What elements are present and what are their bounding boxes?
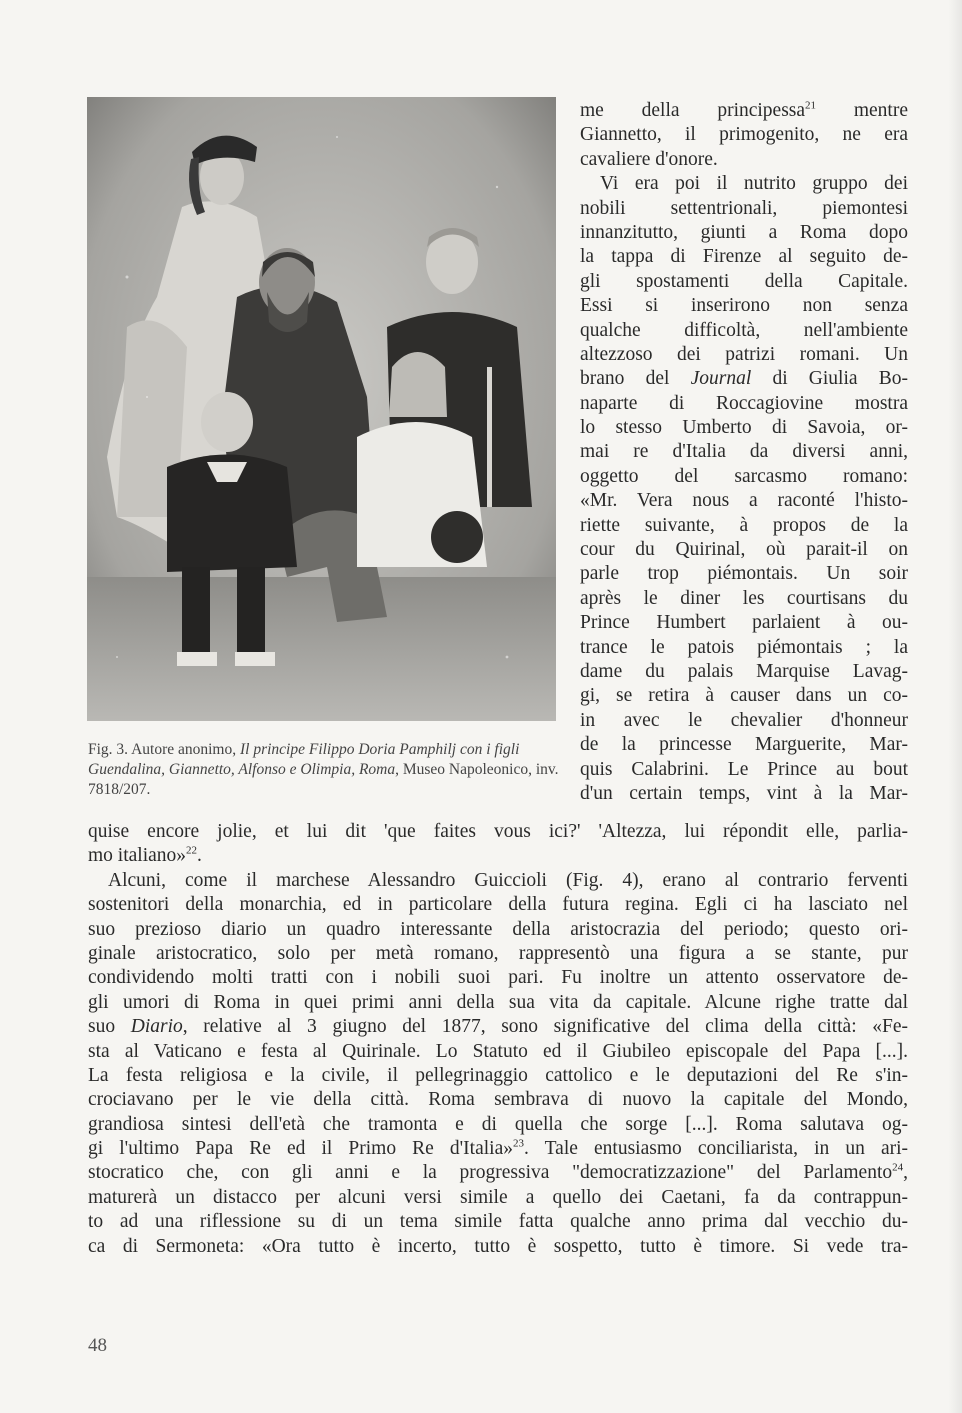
text-line <box>88 1210 908 1234</box>
text-line <box>88 1235 908 1259</box>
text-line <box>88 991 908 1015</box>
text-fragment: oggetto del sarcasmo romano: <box>580 465 908 487</box>
text-fragment: trance le patois piémontais ; la <box>580 636 908 658</box>
text-fragment: gli umori di Roma in quei primi anni della sua vita da capitale. Alcune righe tratte dal <box>88 991 908 1013</box>
text-line <box>88 869 908 893</box>
page-edge-shadow <box>948 0 962 1413</box>
text-fragment: . <box>197 845 202 867</box>
text-line <box>580 489 908 513</box>
text-line <box>88 1161 908 1185</box>
text-fragment: Essi si inserirono non senza <box>580 295 908 317</box>
family-photograph <box>87 97 556 721</box>
text-fragment: naparte di Roccagiovine mostra <box>580 392 908 414</box>
text-fragment: stocratico che, con gli anni e la progressiva "democratizzazione" del Parlamento <box>88 1162 893 1184</box>
text-fragment: riette suivante, à propos de la <box>580 514 908 536</box>
text-line <box>580 660 908 684</box>
text-line <box>580 392 908 416</box>
text-fragment: . Tale entusiasmo conciliarista, in un ari- <box>524 1138 909 1160</box>
text-line <box>580 343 908 367</box>
footnote-ref: 21 <box>805 99 817 112</box>
text-fragment: di Giulia Bo- <box>751 368 908 390</box>
text-fragment: crociavano per le vie della città. Roma sembrava di nuovo la capitale del Mondo, <box>88 1089 908 1111</box>
text-line <box>88 1186 908 1210</box>
figure-caption <box>88 740 560 800</box>
text-fragment: parle trop piémontais. Un soir <box>580 563 908 585</box>
text-fragment: La festa religiosa e la civile, il pellegrinaggio cattolico e le deputazioni del Re s'in- <box>88 1064 908 1086</box>
text-fragment: , <box>903 1162 908 1184</box>
text-fragment: cour du Quirinal, où parait-il on <box>580 539 908 561</box>
text-fragment: sta al Vaticano e festa al Quirinale. Lo Statuto ed il Giubileo episcopale del Papa [...]. <box>88 1040 908 1062</box>
text-fragment: brano del <box>580 368 691 390</box>
text-fragment: de la princesse Marguerite, Mar- <box>580 734 908 756</box>
text-fragment: , relative al 3 giugno del 1877, sono significative del clima della città: «Fe- <box>182 1016 908 1038</box>
text-fragment: gli spostamenti della Capitale. <box>580 270 908 292</box>
text-fragment: mai re d'Italia da diversi anni, <box>580 441 908 463</box>
text-fragment: quis Calabrini. Le Prince au bout <box>580 758 908 780</box>
text-fragment: d'un certain temps, vint à la Mar- <box>580 782 908 804</box>
text-line <box>580 99 908 123</box>
text-line <box>580 440 908 464</box>
page-number: 48 <box>88 1335 107 1356</box>
footnote-ref: 22 <box>186 844 198 857</box>
text-fragment: Vi era poi il nutrito gruppo dei <box>600 173 908 195</box>
text-line <box>580 319 908 343</box>
text-fragment: Alcuni, come il marchese Alessandro Guiccioli (Fig. 4), erano al contrario ferventi <box>108 869 908 891</box>
text-fragment: suo <box>88 1016 131 1038</box>
text-line <box>88 1088 908 1112</box>
text-line <box>88 1113 908 1137</box>
text-fragment: après le diner les courtisans du <box>580 587 908 609</box>
text-fragment: lo stesso Umberto di Savoia, or- <box>580 417 908 439</box>
text-fragment: ca di Sermoneta: «Ora tutto è incerto, tutto è sospetto, tutto è timore. Si vede tra- <box>88 1235 908 1257</box>
text-fragment: sostenitori della monarchia, ed in particolare della futura regina. Egli ci ha lasciato nel <box>88 894 908 916</box>
text-line <box>580 172 908 196</box>
text-line <box>580 367 908 391</box>
text-line <box>580 197 908 221</box>
text-fragment: Giannetto, il primogenito, ne era <box>580 124 908 146</box>
text-line <box>580 465 908 489</box>
text-line <box>580 514 908 538</box>
text-fragment: nobili settentrionali, piemontesi <box>580 197 908 219</box>
text-line <box>580 294 908 318</box>
text-fragment: gi l'ultimo Papa Re ed il Primo Re d'Italia» <box>88 1138 513 1160</box>
text-line <box>580 538 908 562</box>
text-line <box>88 893 908 917</box>
text-line <box>88 942 908 966</box>
text-fragment: innanzitutto, giunti a Roma dopo <box>580 221 908 243</box>
text-fragment: suo prezioso diario un quadro interessante della aristocrazia del periodo; questo ori- <box>88 918 908 940</box>
text-fragment: mentre <box>816 100 908 121</box>
text-fragment: condividendo molti tratti con i nobili suoi pari. Fu inoltre un attento osservatore de- <box>88 967 908 989</box>
text-fragment: maturerà un distacco per alcuni versi simile a quello dei Caetani, fa da contrappun- <box>88 1186 908 1208</box>
italic-title: Diario <box>130 1016 183 1038</box>
text-line <box>580 733 908 757</box>
text-line <box>580 148 908 172</box>
text-line <box>580 221 908 245</box>
italic-title: Journal <box>690 368 752 390</box>
caption-title: Il principe Filippo Doria Pamphilj con i figli Guendalina, Giannetto, Alfonso e Olimpia, Roma <box>88 741 520 778</box>
text-fragment: mo italiano» <box>88 845 187 867</box>
text-line <box>88 1015 908 1039</box>
text-line <box>580 416 908 440</box>
text-line <box>580 782 908 806</box>
text-line <box>88 844 908 868</box>
caption-suffix: , Museo Napoleonico, inv. 7818/207. <box>88 761 559 798</box>
text-fragment: qualche difficoltà, nell'ambiente <box>580 319 908 341</box>
right-column-text <box>580 99 908 806</box>
text-line <box>88 1064 908 1088</box>
text-line <box>88 1137 908 1161</box>
text-line <box>580 562 908 586</box>
text-fragment: altezzoso dei patrizi romani. Un <box>580 343 908 365</box>
text-line <box>580 123 908 147</box>
text-line <box>88 966 908 990</box>
text-fragment: to ad una riflessione su di un tema simile fatta qualche anno prima dal vecchio du- <box>88 1211 908 1233</box>
text-fragment: «Mr. Vera nous a raconté l'histo- <box>580 490 908 512</box>
footnote-ref: 24 <box>892 1161 904 1174</box>
text-line <box>580 684 908 708</box>
text-line <box>580 245 908 269</box>
text-fragment: in avec le chevalier d'honneur <box>580 709 908 731</box>
full-width-text <box>88 820 908 1259</box>
text-fragment: cavaliere d'onore. <box>580 148 718 170</box>
text-fragment: me della principessa <box>580 100 806 121</box>
text-line <box>580 270 908 294</box>
text-line <box>88 1040 908 1064</box>
text-fragment: Prince Humbert parlaient à ou- <box>580 612 908 634</box>
text-fragment: la tappa di Firenze al seguito de- <box>580 246 908 268</box>
text-line <box>580 587 908 611</box>
text-line <box>580 758 908 782</box>
text-fragment: quise encore jolie, et lui dit 'que faites vous ici?' 'Altezza, lui répondit elle, parlia- <box>88 821 908 842</box>
text-fragment: ginale aristocratico, solo per metà romano, rappresentò una figura a se stante, pur <box>88 942 908 964</box>
text-line <box>88 918 908 942</box>
text-line <box>580 709 908 733</box>
text-fragment: gi, se retira à causer dans un co- <box>580 685 908 707</box>
text-line <box>580 636 908 660</box>
text-fragment: dame du palais Marquise Lavag- <box>580 660 908 682</box>
footnote-ref: 23 <box>513 1137 524 1150</box>
caption-prefix: Fig. 3. Autore anonimo, <box>88 741 240 758</box>
text-line <box>88 820 908 844</box>
text-line <box>580 611 908 635</box>
text-fragment: grandiosa sintesi dell'età che tramonta e di quella che sorge [...]. Roma salutava og- <box>88 1113 908 1135</box>
